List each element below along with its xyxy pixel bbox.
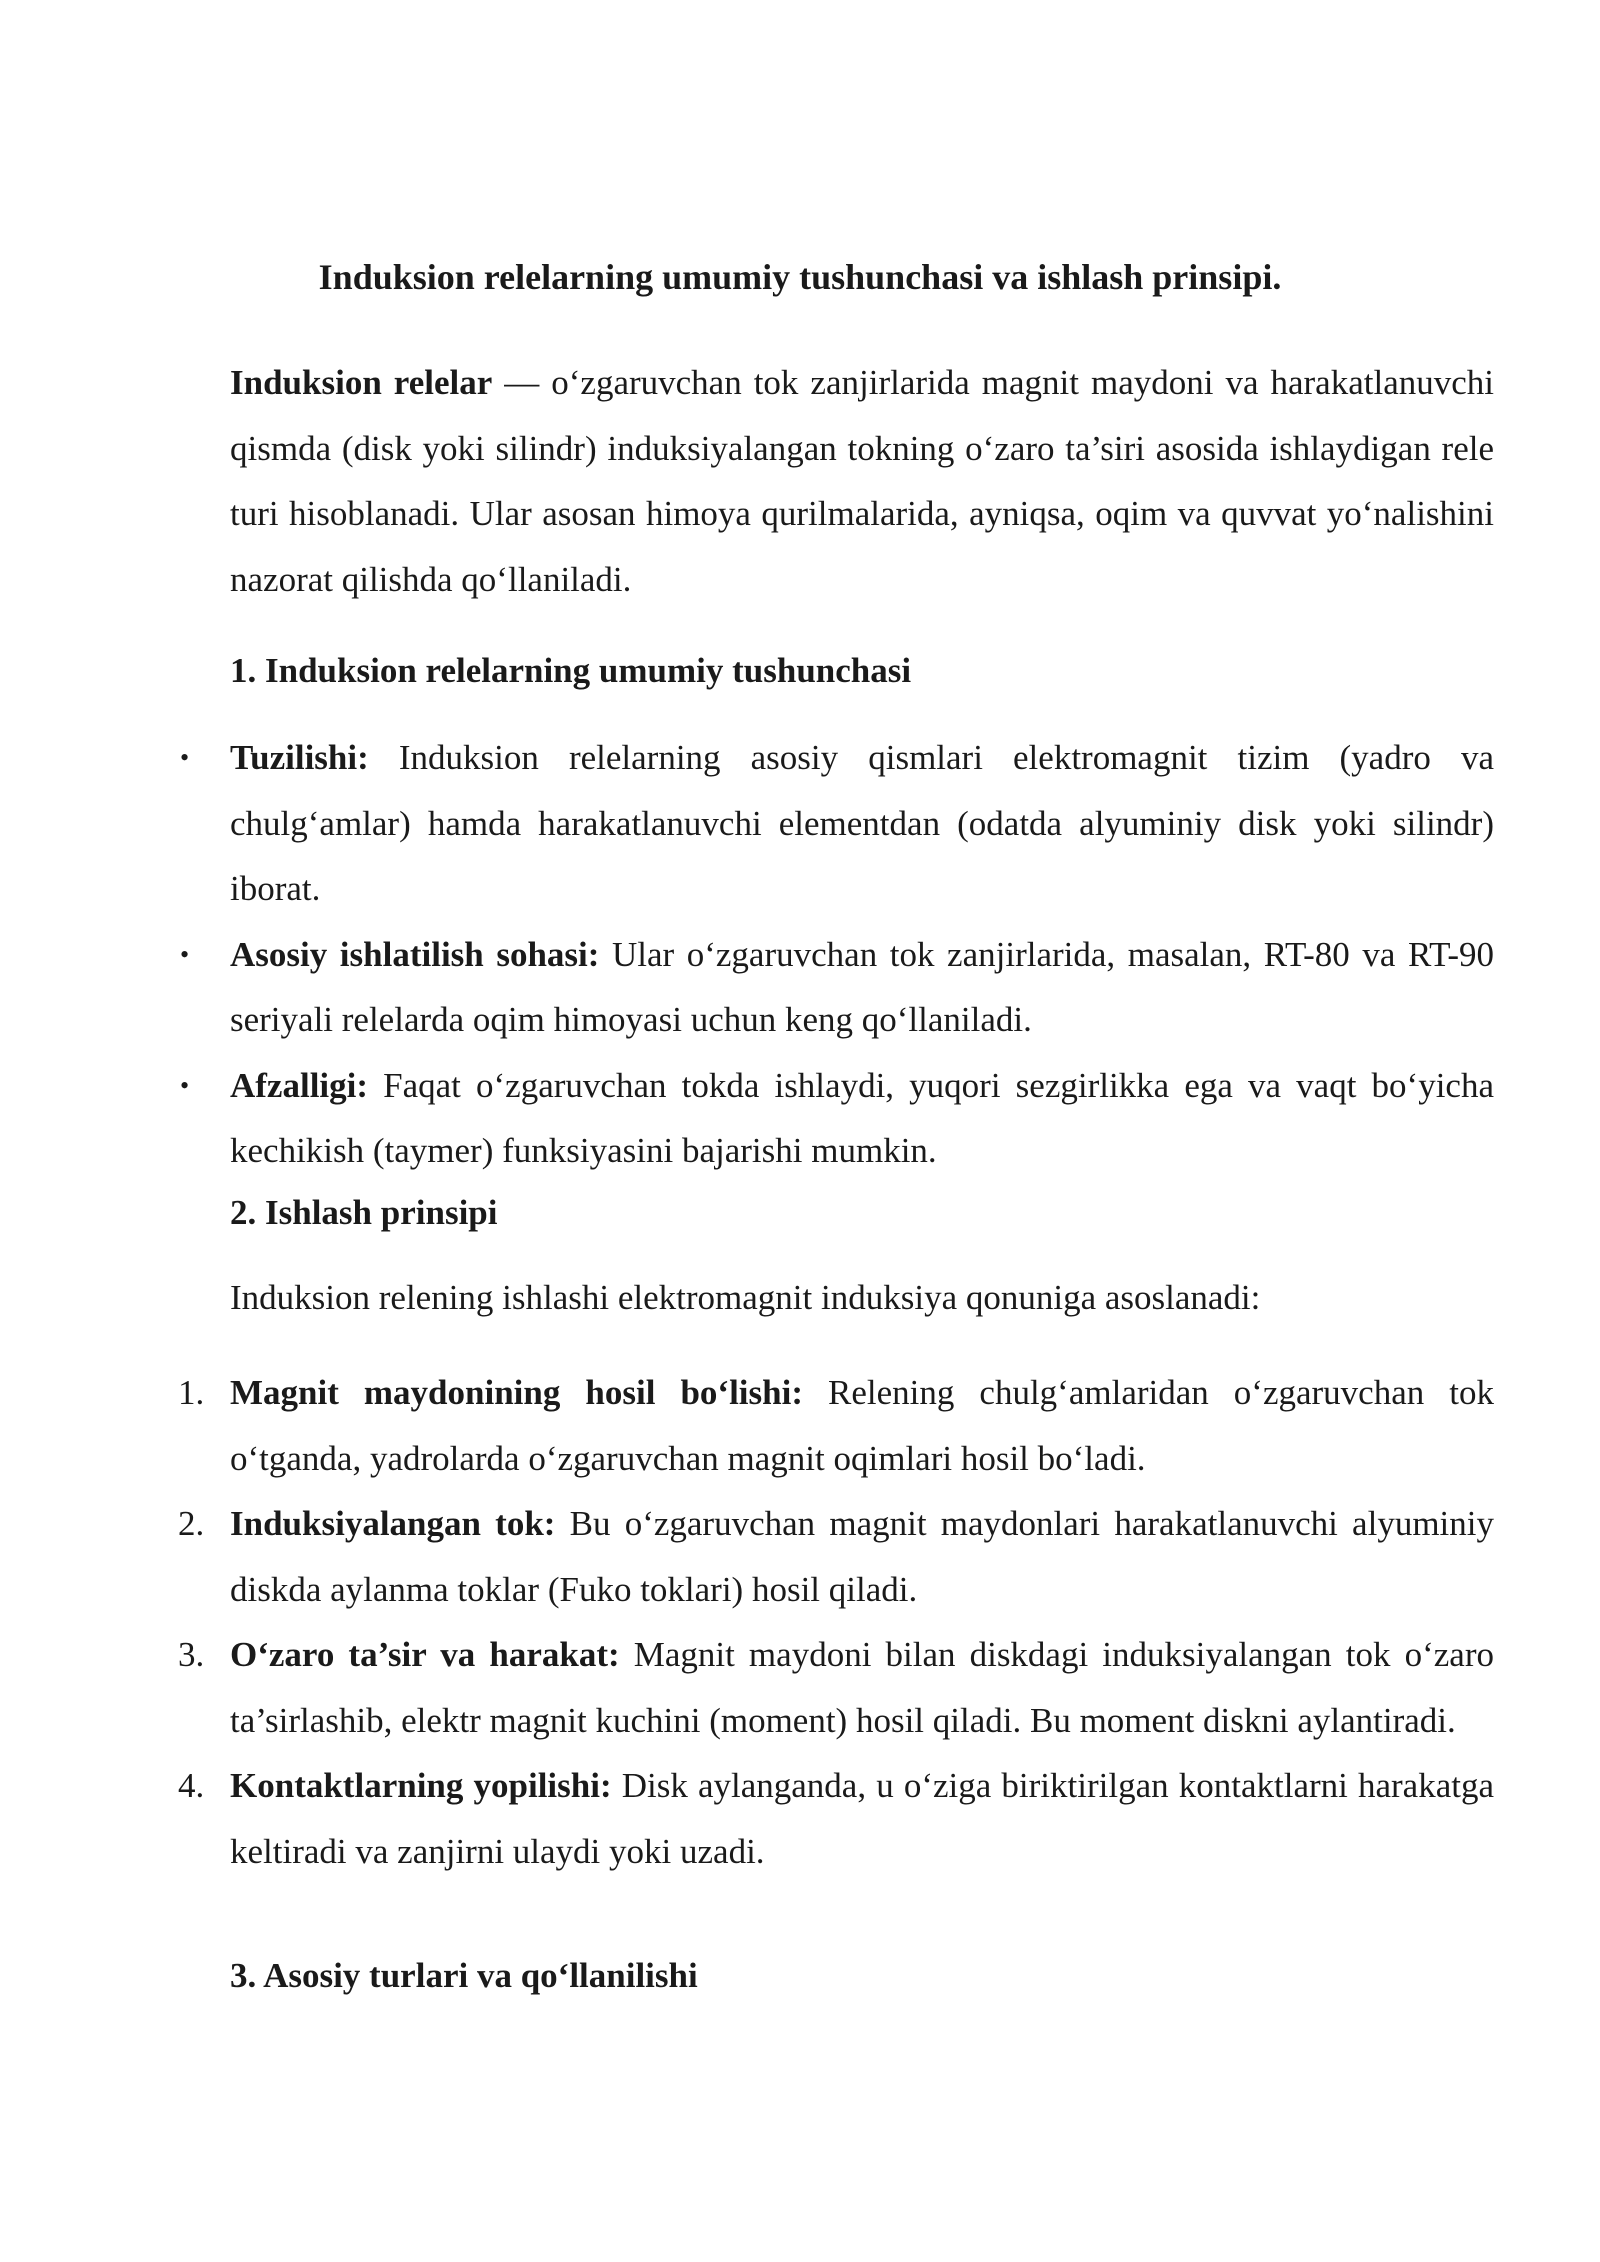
section-1-heading: 1. Induksion relelarning umumiy tushunchasi — [230, 651, 912, 690]
intro-paragraph — [230, 350, 1494, 612]
bullet-item-advantage — [180, 1053, 1494, 1184]
section-2-numbered-list — [178, 1360, 1494, 1884]
intro-term: Induksion relelar — [230, 363, 493, 402]
item-text: Magnit maydoni bilan diskdagi induksiyalangan tok o‘zaro ta’sirlashib, elektr magnit kuchini (moment) hosil qiladi. Bu moment diskni aylantiradi. — [230, 1635, 1494, 1740]
item-number: 1. — [178, 1373, 205, 1412]
bullet-label: Asosiy ishlatilish sohasi: — [230, 934, 600, 974]
bullet-marker: • — [180, 743, 190, 772]
section-3-heading: 3. Asosiy turlari va qo‘llanilishi — [230, 1956, 698, 1995]
bullet-item-usage-area — [180, 922, 1495, 1053]
bullet-text: Faqat o‘zgaruvchan tokda ishlaydi, yuqori sezgirlikka ega va vaqt bo‘yicha kechikish (taymer) funksiyasini bajarishi mumkin. — [230, 1065, 1494, 1170]
item-number: 2. — [178, 1504, 205, 1543]
bullet-label: Afzalligi: — [230, 1065, 369, 1105]
item-number: 4. — [178, 1766, 205, 1805]
bullet-text: Ular o‘zgaruvchan tok zanjirlarida, masalan, RT-80 va RT-90 seriyali relelarda oqim himoyasi uchun keng qo‘llaniladi. — [230, 934, 1495, 1039]
numbered-item-contacts — [178, 1753, 1494, 1884]
item-text: Bu o‘zgaruvchan magnit maydonlari harakatlanuvchi alyuminiy diskda aylanma toklar (Fuko toklari) hosil qiladi. — [230, 1504, 1494, 1609]
numbered-item-induced-current — [178, 1491, 1494, 1622]
bullet-text: Induksion relelarning asosiy qismlari elektromagnit tizim (yadro va chulg‘amlar) hamda harakatlanuvchi elementdan (odatda alyuminiy disk yoki silindr) iborat. — [230, 738, 1494, 908]
item-text: Relening chulg‘amlaridan o‘zgaruvchan tok o‘tganda, yadrolarda o‘zgaruvchan magnit oqimlari hosil bo‘ladi. — [230, 1373, 1494, 1478]
intro-text: — o‘zgaruvchan tok zanjirlarida magnit maydoni va harakatlanuvchi qismda (disk yoki silindr) induksiyalangan tokning o‘zaro ta’siri asosida ishlaydigan rele turi hisoblanadi. Ular asosan himoya qurilmalarida, ayniqsa, oqim va quvvat yo‘nalishini nazorat qilishda qo‘llaniladi. — [230, 363, 1494, 599]
section-1-bullet-list — [180, 725, 1495, 1184]
bullet-label: Tuzilishi: — [230, 738, 369, 777]
numbered-item-interaction — [178, 1622, 1494, 1753]
item-text: Disk aylanganda, u o‘ziga biriktirilgan kontaktlarni harakatga keltiradi va zanjirni ulaydi yoki uzadi. — [230, 1766, 1494, 1871]
item-label: Induksiyalangan tok: — [230, 1504, 556, 1543]
numbered-item-magnetic-field — [178, 1360, 1494, 1491]
document-title: Induksion relelarning umumiy tushunchasi va ishlash prinsipi. — [318, 257, 1282, 297]
item-label: O‘zaro ta’sir va harakat: — [230, 1635, 620, 1674]
item-label: Kontaktlarning yopilishi: — [230, 1766, 612, 1805]
bullet-marker: • — [180, 939, 190, 969]
section-2-heading: 2. Ishlash prinsipi — [230, 1193, 498, 1232]
bullet-marker: • — [180, 1070, 190, 1100]
bullet-item-structure — [180, 725, 1494, 922]
section-2-lead: Induksion relening ishlashi elektromagnit induksiya qonuniga asoslanadi: — [230, 1278, 1261, 1317]
item-label: Magnit maydonining hosil bo‘lishi: — [230, 1373, 803, 1412]
item-number: 3. — [178, 1635, 205, 1674]
